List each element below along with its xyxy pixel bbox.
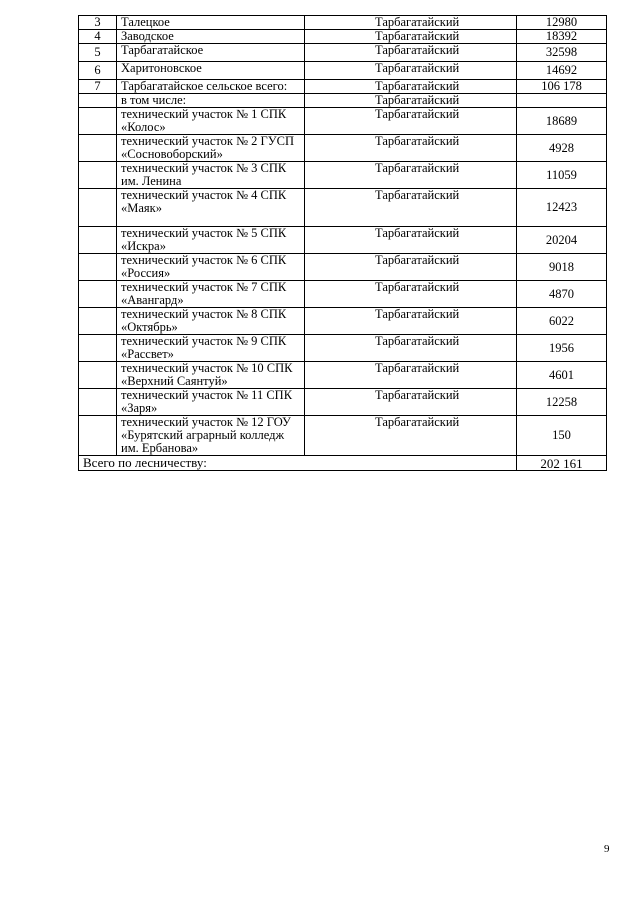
row-name: технический участок № 3 СПК им. Ленина [117, 162, 305, 189]
row-district: Тарбагатайский [305, 254, 517, 281]
total-value: 202 161 [517, 456, 607, 471]
row-area: 20204 [517, 227, 607, 254]
row-district: Тарбагатайский [305, 108, 517, 135]
row-name: технический участок № 1 СПК «Колос» [117, 108, 305, 135]
row-number [79, 335, 117, 362]
row-number [79, 389, 117, 416]
row-area: 4870 [517, 281, 607, 308]
row-number [79, 135, 117, 162]
row-district: Тарбагатайский [305, 94, 517, 108]
row-name: технический участок № 11 СПК «Заря» [117, 389, 305, 416]
forestry-table [78, 15, 607, 471]
row-name: технический участок № 2 ГУСП «Сосновоборский» [117, 135, 305, 162]
table-row [79, 335, 607, 362]
row-name: технический участок № 9 СПК «Рассвет» [117, 335, 305, 362]
row-area: 106 178 [517, 80, 607, 94]
table-row [79, 80, 607, 94]
row-area: 6022 [517, 308, 607, 335]
row-area: 14692 [517, 62, 607, 80]
row-name: Харитоновское [117, 62, 305, 80]
row-district: Тарбагатайский [305, 16, 517, 30]
row-district: Тарбагатайский [305, 162, 517, 189]
row-number [79, 416, 117, 456]
row-number [79, 162, 117, 189]
row-area: 18689 [517, 108, 607, 135]
row-number [79, 227, 117, 254]
row-number: 7 [79, 80, 117, 94]
table-row [79, 30, 607, 44]
row-district: Тарбагатайский [305, 30, 517, 44]
row-district: Тарбагатайский [305, 335, 517, 362]
row-area: 18392 [517, 30, 607, 44]
table-row [79, 189, 607, 227]
row-number [79, 254, 117, 281]
row-name: Тарбагатайское сельское всего: [117, 80, 305, 94]
row-area: 4928 [517, 135, 607, 162]
row-number: 6 [79, 62, 117, 80]
row-district: Тарбагатайский [305, 281, 517, 308]
row-area: 4601 [517, 362, 607, 389]
row-district: Тарбагатайский [305, 227, 517, 254]
row-name: Талецкое [117, 16, 305, 30]
row-name: технический участок № 5 СПК «Искра» [117, 227, 305, 254]
row-district: Тарбагатайский [305, 62, 517, 80]
row-number [79, 308, 117, 335]
row-area: 9018 [517, 254, 607, 281]
table-row [79, 254, 607, 281]
table-row [79, 16, 607, 30]
total-row [79, 456, 607, 471]
row-district: Тарбагатайский [305, 362, 517, 389]
row-district: Тарбагатайский [305, 416, 517, 456]
table-row [79, 44, 607, 62]
row-name: технический участок № 4 СПК «Маяк» [117, 189, 305, 227]
table-row [79, 362, 607, 389]
row-name: технический участок № 10 СПК «Верхний Саянтуй» [117, 362, 305, 389]
page-number: 9 [604, 843, 610, 855]
table-row [79, 162, 607, 189]
table-row [79, 94, 607, 108]
row-number: 4 [79, 30, 117, 44]
row-number [79, 281, 117, 308]
row-area [517, 94, 607, 108]
table-row [79, 416, 607, 456]
row-area: 12423 [517, 189, 607, 227]
table-row [79, 308, 607, 335]
row-area: 11059 [517, 162, 607, 189]
table-row [79, 135, 607, 162]
row-area: 1956 [517, 335, 607, 362]
row-name: технический участок № 8 СПК «Октябрь» [117, 308, 305, 335]
row-name: Тарбагатайское [117, 44, 305, 62]
table-row [79, 281, 607, 308]
row-district: Тарбагатайский [305, 135, 517, 162]
row-area: 12258 [517, 389, 607, 416]
row-number [79, 189, 117, 227]
row-district: Тарбагатайский [305, 389, 517, 416]
row-number: 5 [79, 44, 117, 62]
row-number [79, 94, 117, 108]
table-row [79, 108, 607, 135]
row-name: технический участок № 6 СПК «Россия» [117, 254, 305, 281]
table-row [79, 389, 607, 416]
row-area: 150 [517, 416, 607, 456]
row-area: 12980 [517, 16, 607, 30]
row-name: Заводское [117, 30, 305, 44]
row-number [79, 362, 117, 389]
row-area: 32598 [517, 44, 607, 62]
row-name: в том числе: [117, 94, 305, 108]
table-row [79, 62, 607, 80]
row-district: Тарбагатайский [305, 189, 517, 227]
row-district: Тарбагатайский [305, 44, 517, 62]
table-body [79, 16, 607, 471]
row-number [79, 108, 117, 135]
row-name: технический участок № 7 СПК «Авангард» [117, 281, 305, 308]
total-label: Всего по лесничеству: [79, 456, 517, 471]
row-number: 3 [79, 16, 117, 30]
row-name: технический участок № 12 ГОУ «Бурятский аграрный колледж им. Ербанова» [117, 416, 305, 456]
row-district: Тарбагатайский [305, 80, 517, 94]
table-row [79, 227, 607, 254]
row-district: Тарбагатайский [305, 308, 517, 335]
